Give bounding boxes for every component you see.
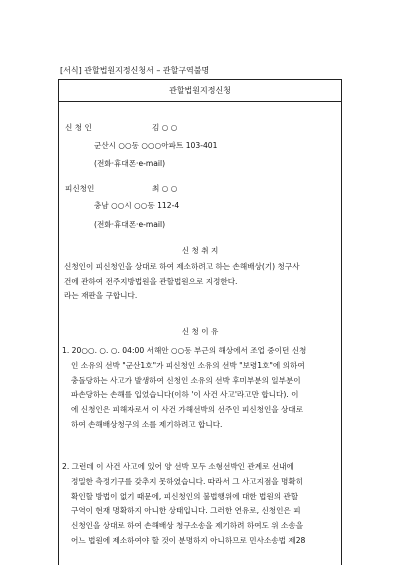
purpose-heading: 신 청 취 지 <box>181 246 219 255</box>
reasons-heading: 신 청 이 유 <box>181 327 219 336</box>
reason-line: 2. 그런데 이 사건 사고에 있어 양 선박 모두 소형선박인 관계로 선내에 <box>62 462 294 471</box>
reason-line: 구역이 현재 명확하지 아니한 상태입니다. 그러한 연유로, 신청인은 피 <box>71 506 301 516</box>
reason-line: 에 신청인은 피해자로서 이 사건 가해선박의 선주인 피신청인을 상대로 <box>71 405 304 415</box>
reason-line: 충돌당하는 사고가 발생하여 신청인 소유의 선박 후미부분의 일부분이 <box>71 375 301 385</box>
respondent-address: 충남 ○○시 ○○동 112-4 <box>94 201 180 210</box>
respondent-name: 최 ○ ○ <box>152 184 178 193</box>
applicant-address: 군산시 ○○동 ○○○아파트 103-401 <box>94 141 218 150</box>
respondent-label: 피신청인 <box>65 184 95 193</box>
reason-line: 어느 법원에 제소하여야 할 것이 분명하지 아니하므로 민사소송법 제28 <box>71 535 306 545</box>
applicant-name: 김 ○ ○ <box>152 123 178 132</box>
form-caption: [서식] 관할법원지정신청서 – 관할구역불명 <box>60 66 210 75</box>
purpose-body <box>64 260 300 304</box>
reason-line: 인 소유의 선박 "군산1호"가 피신청인 소유의 선박 "보령1호"에 의하여 <box>71 360 305 370</box>
reason-line: 확인할 방법이 없기 때문에, 피신청인의 불법행위에 대한 법원의 관할 <box>71 491 299 501</box>
reason-line: 하여 손해배상청구의 소를 제기하려고 합니다. <box>71 419 223 429</box>
reason-line: 정밀한 측정기구를 갖추지 못하였습니다. 따라서 그 사고지점을 명확히 <box>71 476 304 486</box>
applicant-contact: (전화·휴대폰·e-mail) <box>94 159 166 168</box>
reason-line: 신청인을 상대로 하여 손해배상 청구소송을 제기하려 하여도 위 소송을 <box>71 521 304 531</box>
applicant-label: 신 청 인 <box>65 123 92 132</box>
purpose-line: 건에 관하여 전주지방법원을 관할법원으로 지정한다. <box>64 276 238 286</box>
document-title: 관할법원지정신청 <box>59 80 341 102</box>
purpose-line: 라는 재판을 구합니다. <box>64 291 138 300</box>
reason-item-1 <box>62 344 306 433</box>
reason-line: 1. 20○○. ○. ○. 04:00 서해안 ○○동 부근의 해상에서 조업 중이던 신청 <box>62 346 307 355</box>
document-frame <box>58 79 342 565</box>
reason-line: 파손당하는 손해를 입었습니다(이하 '이 사건 사고'라고만 합니다). 이 <box>71 390 299 400</box>
respondent-contact: (전화·휴대폰·e-mail) <box>94 220 166 229</box>
purpose-line: 신청인이 피신청인을 상대로 하여 제소하려고 하는 손해배상(기) 청구사 <box>64 262 300 271</box>
reason-item-2 <box>62 460 305 549</box>
